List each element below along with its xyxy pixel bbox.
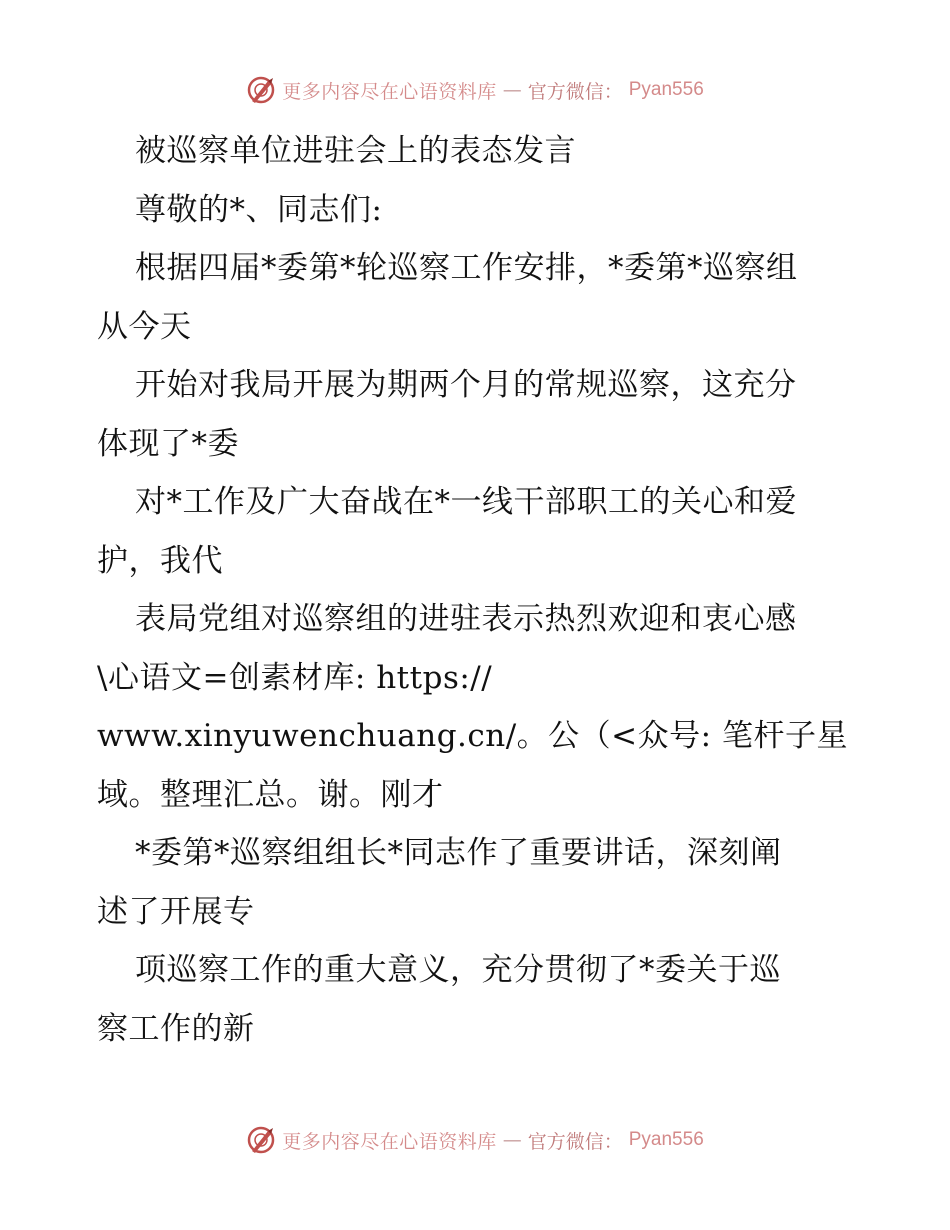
- document-body: [97, 122, 857, 1058]
- watermark-official-label: 官方微信：: [527, 1130, 623, 1153]
- paragraph-line: *委第*巡察组组长*同志作了重要讲话，深刻阐: [135, 835, 782, 871]
- paragraph-line: 开始对我局开展为期两个月的常规巡察，这充分: [135, 367, 797, 403]
- paragraph-line: 从今天: [97, 308, 192, 345]
- paragraph-line: www.xinyuwenchuang.cn/。公（<众号: 笔杆子星: [97, 718, 848, 754]
- pen-circle-logo-icon: [246, 75, 276, 105]
- paragraph-line: 体现了*委: [97, 425, 239, 462]
- watermark-separator: —: [502, 1129, 522, 1151]
- watermark-wechat-id: Pyan556: [628, 1129, 704, 1150]
- paragraph-line: 域。整理汇总。谢。刚才: [97, 776, 444, 813]
- paragraph-line: 表局党组对巡察组的进驻表示热烈欢迎和衷心感: [135, 601, 797, 637]
- watermark-wechat-id: Pyan556: [628, 79, 704, 100]
- paragraph-line: \心语文=创素材库: https://: [97, 659, 493, 696]
- paragraph-line: 根据四届*委第*轮巡察工作安排，*委第*巡察组: [135, 250, 798, 286]
- salutation-line: 尊敬的*、同志们:: [135, 191, 383, 228]
- paragraph-line: 项巡察工作的重大意义，充分贯彻了*委关于巡: [135, 952, 781, 988]
- paragraph-line: 述了开展专: [97, 893, 255, 930]
- document-title: 被巡察单位进驻会上的表态发言: [135, 133, 576, 169]
- header-watermark: [0, 70, 950, 110]
- paragraph-line: 察工作的新: [97, 1010, 255, 1047]
- watermark-brand: 更多内容尽在心语资料库: [282, 1130, 497, 1153]
- watermark-official-label: 官方微信：: [527, 80, 623, 103]
- footer-watermark: [0, 1120, 950, 1160]
- pen-circle-logo-icon: [246, 1125, 276, 1155]
- paragraph-line: 对*工作及广大奋战在*一线干部职工的关心和爱: [135, 484, 797, 520]
- paragraph-line: 护，我代: [97, 542, 223, 579]
- watermark-separator: —: [502, 79, 522, 101]
- watermark-brand: 更多内容尽在心语资料库: [282, 80, 497, 103]
